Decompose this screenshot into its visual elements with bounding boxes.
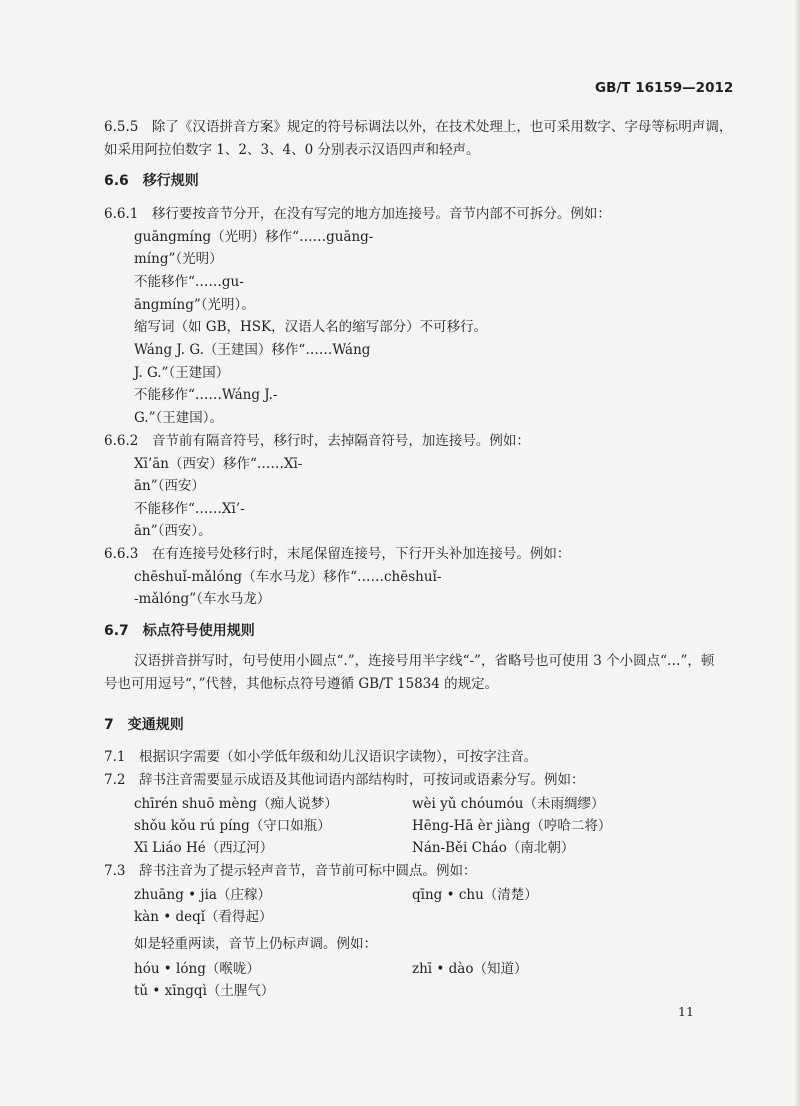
- example-line: ān”（西安）。: [134, 523, 212, 539]
- clause-6-7-line-1: 汉语拼音拼写时，句号使用小圆点“.”，连接号用半字线“-”，省略号也可使用 3 个小圆点“…”，顿: [134, 653, 715, 669]
- scan-edge-shadow: [794, 0, 800, 1106]
- clause-6-5-5-line-1: 6.5.5 除了《汉语拼音方案》规定的符号标调法以外，在技术处理上，也可采用数字、字母等标明声调，: [104, 119, 733, 135]
- example-item: wèi yǔ chóumóu（未雨绸缪）: [412, 796, 605, 812]
- example-line: -mǎlóng”（车水马龙）: [134, 591, 271, 607]
- example-item: chīrén shuō mèng（痴人说梦）: [134, 796, 338, 812]
- clause-7-3-note: 如是轻重两读，音节上仍标声调。例如：: [134, 936, 377, 952]
- example-line: guāngmíng（光明）移作“……guāng-: [134, 229, 374, 245]
- example-line: G.”（王建国）。: [134, 410, 223, 426]
- clause-7-3: 7.3 辞书注音为了提示轻声音节，音节前可标中圆点。例如：: [104, 863, 477, 879]
- example-item: qīng • chu（清楚）: [412, 887, 538, 903]
- example-item: hóu • lóng（喉咙）: [134, 961, 260, 977]
- example-item: Hēng-Hā èr jiàng（哼哈二将）: [412, 818, 612, 834]
- clause-7-1: 7.1 根据识字需要（如小学低年级和幼儿汉语识字读物），可按字注音。: [104, 749, 538, 765]
- example-line: āngmíng”（光明）。: [134, 297, 255, 313]
- example-line: 不能移作“……gu-: [134, 274, 244, 290]
- example-line: ān”（西安）: [134, 478, 205, 494]
- clause-6-6-1: 6.6.1 移行要按音节分开，在没有写完的地方加连接号。音节内部不可拆分。例如：: [104, 206, 611, 222]
- example-item: kàn • deqǐ（看得起）: [134, 909, 273, 925]
- section-heading-6-6: 6.6 移行规则: [104, 173, 199, 189]
- example-item: zhī • dào（知道）: [412, 961, 528, 977]
- example-line: 不能移作“……Xī’-: [134, 501, 245, 517]
- section-heading-6-7: 6.7 标点符号使用规则: [104, 623, 255, 639]
- example-line: J. G.”（王建国）: [134, 365, 230, 381]
- example-line: míng”（光明）: [134, 251, 223, 267]
- example-item: zhuāng • jia（庄稼）: [134, 887, 271, 903]
- clause-6-6-2: 6.6.2 音节前有隔音符号，移行时，去掉隔音符号，加连接号。例如：: [104, 433, 530, 449]
- clause-7-2: 7.2 辞书注音需要显示成语及其他词语内部结构时，可按词或语素分写。例如：: [104, 772, 585, 788]
- example-item: tǔ • xīngqì（土腥气）: [134, 983, 275, 999]
- example-item: Nán-Běi Cháo（南北朝）: [412, 840, 575, 856]
- example-line: 不能移作“……Wáng J.-: [134, 387, 278, 403]
- clause-6-6-3: 6.6.3 在有连接号处移行时，末尾保留连接号，下行开头补加连接号。例如：: [104, 546, 571, 562]
- section-heading-7: 7 变通规则: [104, 717, 184, 733]
- example-item: Xī Liáo Hé（西辽河）: [134, 840, 274, 856]
- example-line: Xī’ān（西安）移作“……Xī-: [134, 456, 303, 472]
- clause-6-5-5-line-2: 如采用阿拉伯数字 1、2、3、4、0 分别表示汉语四声和轻声。: [104, 142, 480, 158]
- example-line: chēshuǐ-mǎlóng（车水马龙）移作“……chēshuǐ-: [134, 569, 442, 585]
- page-number: 11: [678, 1004, 694, 1019]
- example-line: 缩写词（如 GB，HSK，汉语人名的缩写部分）不可移行。: [134, 319, 488, 335]
- example-item: shǒu kǒu rú píng（守口如瓶）: [134, 818, 331, 834]
- example-line: Wáng J. G.（王建国）移作“……Wáng: [134, 342, 371, 358]
- standard-number: GB/T 16159—2012: [595, 80, 734, 96]
- clause-6-7-line-2: 号也可用逗号“，”代替，其他标点符号遵循 GB/T 15834 的规定。: [104, 676, 499, 692]
